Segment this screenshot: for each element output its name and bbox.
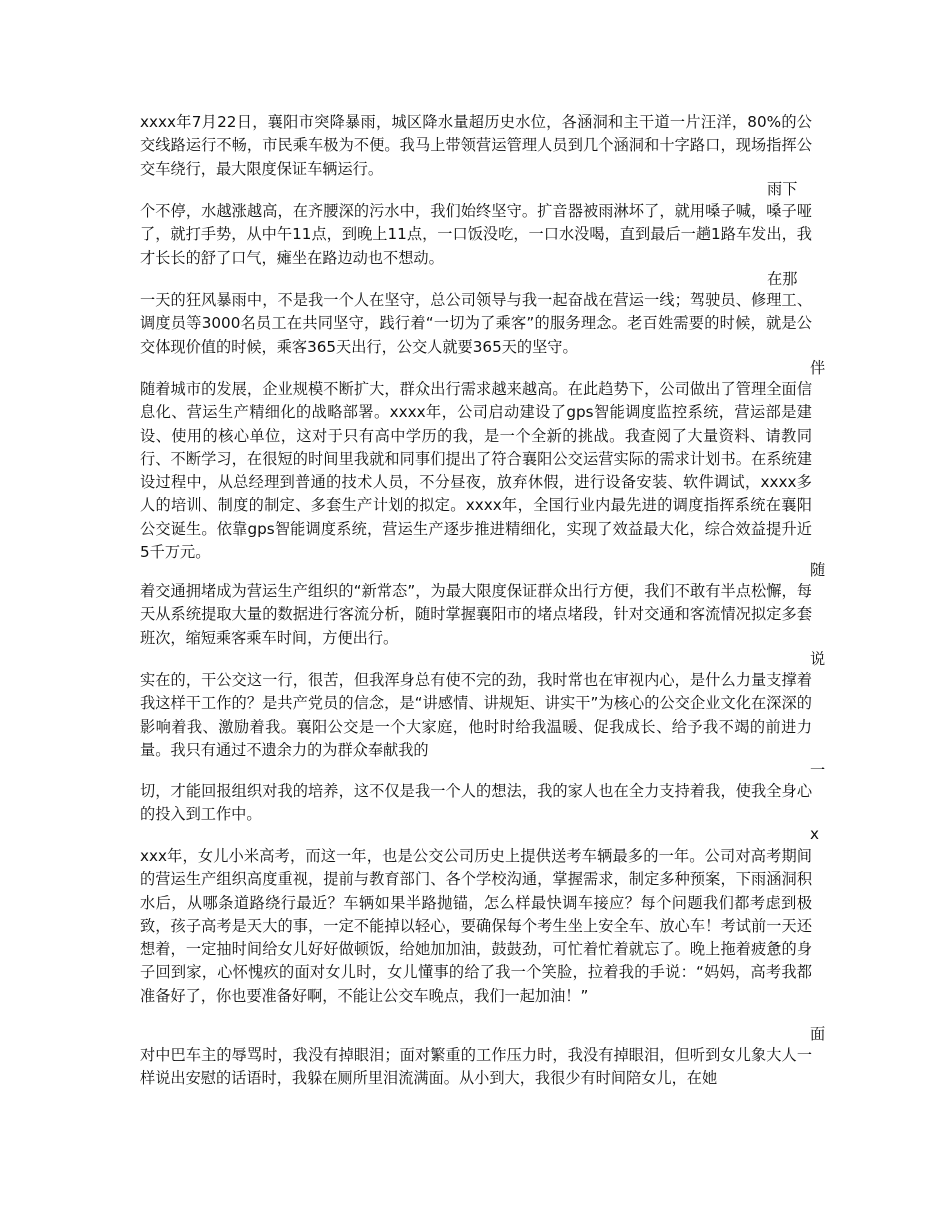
fragment-4: 随 [810, 561, 826, 579]
paragraph-9: 对中巴车主的辱骂时，我没有掉眼泪；面对繁重的工作压力时，我没有掉眼泪，但听到女儿象大人一样说出安慰的话语时，我躲在厕所里泪流满面。从小到大，我很少有时间陪女儿，在她 [140, 1046, 812, 1088]
fragment-6: 一 [810, 761, 826, 779]
fragment-7: x [810, 825, 819, 843]
paragraph-8: xxx年，女儿小米高考，而这一年，也是公交公司历史上提供送考车辆最多的一年。公司对高考期间的营运生产组织高度重视，提前与教育部门、各个学校沟通，掌握需求，制定多种预案，下雨涵洞积水后，从哪条道路绕行最近？车辆如果半路抛锚，怎么样最快调车接应？每个问题我们都考虑到极致，孩子高考是天大的事，一定不能掉以轻心，要确保每个考生坐上安全车、放心车！考试前一天还想着，一定抽时间给女儿好好做顿饭，给她加加油，鼓鼓劲，可忙着忙着就忘了。晚上拖着疲惫的身子回到家，心怀愧疚的面对女儿时，女儿懂事的给了我一个笑脸，拉着我的手说：“妈妈，高考我都准备好了，你也要准备好啊，不能让公交车晚点，我们一起加油！” [140, 847, 812, 1005]
fragment-3: 伴 [810, 359, 826, 377]
paragraph-1: xxxx年7月22日，襄阳市突降暴雨，城区降水量超历史水位，各涵洞和主干道一片汪洋，80%的公交线路运行不畅，市民乘车极为不便。我马上带领营运管理人员到几个涵洞和十字路口，现场指挥公交车绕行，最大限度保证车辆运行。 [140, 113, 812, 178]
fragment-8: 面 [810, 1025, 826, 1043]
paragraph-4: 随着城市的发展，企业规模不断扩大，群众出行需求越来越高。在此趋势下，公司做出了管理全面信息化、营运生产精细化的战略部署。xxxx年，公司启动建设了gps智能调度监控系统，营运部是建设、使用的核心单位，这对于只有高中学历的我，是一个全新的挑战。我查阅了大量资料、请教同行、不断学习，在很短的时间里我就和同事们提出了符合襄阳公交运营实际的需求计划书。在系统建设过程中，从总经理到普通的技术人员，不分昼夜，放弃休假，进行设备安装、软件调试，xxxx多人的培训、制度的制定、多套生产计划的拟定。xxxx年，全国行业内最先进的调度指挥系统在襄阳公交诞生。依靠gps智能调度系统，营运生产逐步推进精细化，实现了效益最大化，综合效益提升近5千万元。 [140, 380, 812, 562]
fragment-2: 在那 [767, 270, 798, 288]
paragraph-3: 一天的狂风暴雨中，不是我一个人在坚守，总公司领导与我一起奋战在营运一线；驾驶员、修理工、调度员等3000名员工在共同坚守，践行着“一切为了乘客”的服务理念。老百姓需要的时候，就是公交体现价值的时候，乘客365天出行，公交人就要365天的坚守。 [140, 291, 812, 356]
fragment-1: 雨下 [767, 180, 798, 198]
paragraph-5: 着交通拥堵成为营运生产组织的“新常态”，为最大限度保证群众出行方便，我们不敢有半点松懈，每天从系统提取大量的数据进行客流分析，随时掌握襄阳市的堵点堵段，针对交通和客流情况拟定多套班次，缩短乘客乘车时间，方便出行。 [140, 582, 812, 647]
paragraph-2: 个不停，水越涨越高，在齐腰深的污水中，我们始终坚守。扩音器被雨淋坏了，就用嗓子喊，嗓子哑了，就打手势，从中午11点，到晚上11点，一口饭没吃，一口水没喝，直到最后一趟1路车发出，我才长长的舒了口气，瘫坐在路边动也不想动。 [140, 202, 812, 267]
paragraph-7: 切，才能回报组织对我的培养，这不仅是我一个人的想法，我的家人也在全力支持着我，使我全身心的投入到工作中。 [140, 782, 812, 824]
fragment-5: 说 [810, 650, 826, 668]
paragraph-6: 实在的，干公交这一行，很苦，但我浑身总有使不完的劲，我时常也在审视内心，是什么力量支撑着我这样干工作的？是共产党员的信念，是“讲感情、讲规矩、讲实干”为核心的公交企业文化在深深的影响着我、激励着我。襄阳公交是一个大家庭，他时时给我温暖、促我成长、给予我不竭的前进力量。我只有通过不遗余力的为群众奉献我的 [140, 671, 812, 759]
